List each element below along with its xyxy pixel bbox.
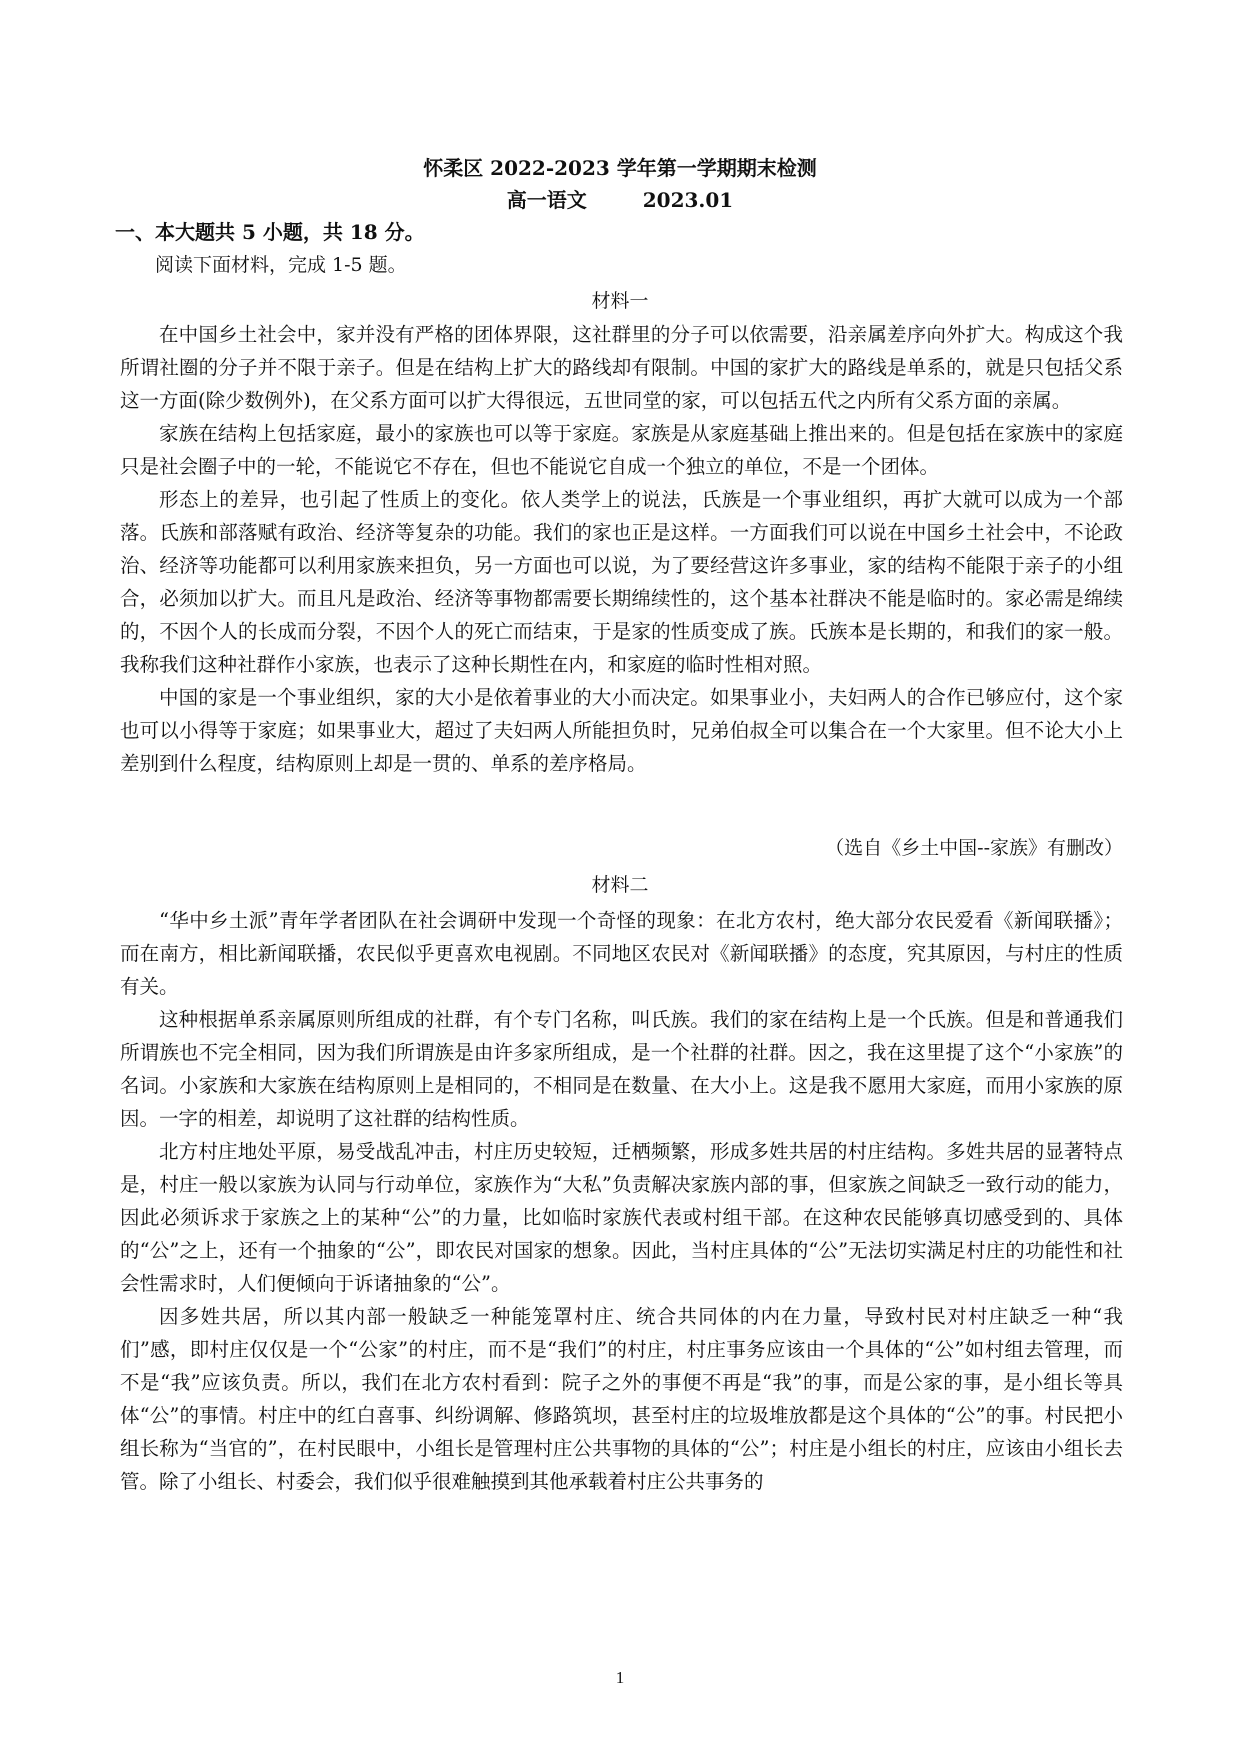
material-1-source: （选自《乡土中国--家族》有删改）	[825, 837, 1123, 859]
material-1-body	[120, 318, 1123, 780]
material-1-paragraph: 家族在结构上包括家庭，最小的家族也可以等于家庭。家族是从家庭基础上推出来的。但是包括在家族中的家庭只是社会圈子中的一轮，不能说它不存在，但也不能说它自成一个独立的单位，不是一个团体。	[120, 422, 1123, 478]
material-1-paragraph: 在中国乡土社会中，家并没有严格的团体界限，这社群里的分子可以依需要，沿亲属差序向外扩大。构成这个我所谓社圈的分子并不限于亲子。但是在结构上扩大的路线却有限制。中国的家扩大的路线是单系的，就是只包括父系这一方面(除少数例外)，在父系方面可以扩大得很远，五世同堂的家，可以包括五代之内所有父系方面的亲属。	[120, 323, 1123, 412]
subject-label: 高一语文	[506, 188, 587, 212]
material-2-paragraph: 这种根据单系亲属原则所组成的社群，有个专门名称，叫氏族。我们的家在结构上是一个氏族。但是和普通我们所谓族也不完全相同，因为我们所谓族是由许多家所组成，是一个社群的社群。因之，我在这里提了这个“小家族”的名词。小家族和大家族在结构原则上是相同的，不相同是在数量、在大小上。这是我不愿用大家庭，而用小家族的原因。一字的相差，却说明了这社群的结构性质。	[120, 1008, 1123, 1130]
material-2-paragraph: “华中乡土派”青年学者团队在社会调研中发现一个奇怪的现象：在北方农村，绝大部分农民爱看《新闻联播》；而在南方，相比新闻联播，农民似乎更喜欢电视剧。不同地区农民对《新闻联播》的态度，究其原因，与村庄的性质有关。	[120, 909, 1123, 998]
material-2-body	[120, 904, 1123, 1498]
page-number: 1	[615, 1668, 625, 1687]
section-heading: 一、本大题共 5 小题，共 18 分。	[115, 220, 425, 244]
section-instruction: 阅读下面材料，完成 1-5 题。	[155, 254, 407, 276]
exam-subtitle	[0, 184, 1240, 213]
material-1-title: 材料一	[591, 290, 649, 312]
material-2-paragraph: 因多姓共居，所以其内部一般缺乏一种能笼罩村庄、统合共同体的内在力量，导致村民对村庄缺乏一种“我们”感，即村庄仅仅是一个“公家”的村庄，而不是“我们”的村庄，村庄事务应该由一个具体的“公”如村组去管理，而不是“我”应该负责。所以，我们在北方农村看到：院子之外的事便不再是“我”的事，而是公家的事，是小组长等具体“公”的事情。村庄中的红白喜事、纠纷调解、修路筑坝，甚至村庄的垃圾堆放都是这个具体的“公”的事。村民把小组长称为“当官的”，在村民眼中，小组长是管理村庄公共事物的具体的“公”；村庄是小组长的村庄，应该由小组长去管。除了小组长、村委会，我们似乎很难触摸到其他承载着村庄公共事务的	[120, 1305, 1123, 1493]
exam-title: 怀柔区 2022-2023 学年第一学期期末检测	[423, 156, 817, 180]
exam-date: 2023.01	[642, 188, 734, 212]
material-2-title: 材料二	[591, 874, 649, 896]
material-1-paragraph: 中国的家是一个事业组织，家的大小是依着事业的大小而决定。如果事业小，夫妇两人的合作已够应付，这个家也可以小得等于家庭；如果事业大，超过了夫妇两人所能担负时，兄弟伯叔全可以集合在一个大家里。但不论大小上差别到什么程度，结构原则上却是一贯的、单系的差序格局。	[120, 686, 1123, 775]
material-2-paragraph: 北方村庄地处平原，易受战乱冲击，村庄历史较短，迁栖频繁，形成多姓共居的村庄结构。多姓共居的显著特点是，村庄一般以家族为认同与行动单位，家族作为“大私”负责解决家族内部的事，但家族之间缺乏一致行动的能力，因此必须诉求于家族之上的某种“公”的力量，比如临时家族代表或村组干部。在这种农民能够真切感受到的、具体的“公”之上，还有一个抽象的“公”，即农民对国家的想象。因此，当村庄具体的“公”无法切实满足村庄的功能性和社会性需求时，人们便倾向于诉诸抽象的“公”。	[120, 1140, 1123, 1295]
material-1-paragraph: 形态上的差异，也引起了性质上的变化。依人类学上的说法，氏族是一个事业组织，再扩大就可以成为一个部落。氏族和部落赋有政治、经济等复杂的功能。我们的家也正是这样。一方面我们可以说在中国乡土社会中，不论政治、经济等功能都可以利用家族来担负，另一方面也可以说，为了要经营这许多事业，家的结构不能限于亲子的小组合，必须加以扩大。而且凡是政治、经济等事物都需要长期绵续性的，这个基本社群决不能是临时的。家必需是绵续的，不因个人的长成而分裂，不因个人的死亡而结束，于是家的性质变成了族。氏族本是长期的，和我们的家一般。我称我们这种社群作小家族，也表示了这种长期性在内，和家庭的临时性相对照。	[120, 488, 1123, 676]
